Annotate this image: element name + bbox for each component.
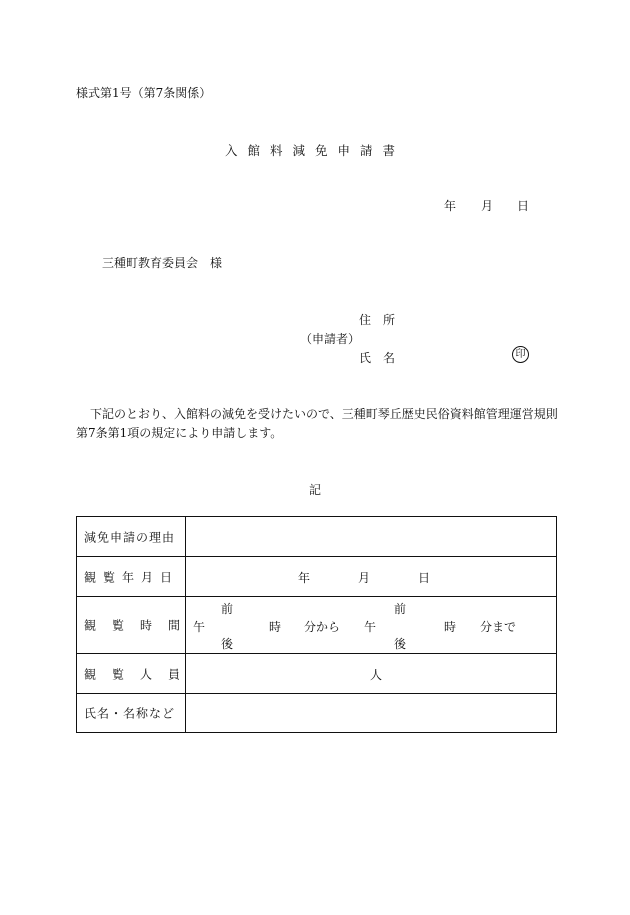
reason-label-cell [77, 517, 186, 557]
addressee: 三種町教育委員会 様 [102, 256, 223, 270]
date-label: 観覧年月日 [84, 570, 180, 584]
document-title: 入館料減免申請書 [224, 143, 405, 158]
names-label: 氏名・名称など [84, 706, 176, 721]
end-minute-to-label: 分まで [480, 620, 517, 634]
name-label: 氏 名 [359, 351, 396, 365]
time-label-cell [77, 597, 197, 654]
reason-label: 減免申請の理由 [84, 530, 176, 544]
names-label-cell [77, 694, 186, 733]
seal-mark-icon: 印 [512, 346, 529, 363]
start-noon-label: 午 [193, 620, 206, 634]
date-year-label: 年 [444, 199, 457, 213]
statement-text: 下記のとおり、入館料の減免を受けたいので、三種町琴丘歴史民俗資料館管理運営規則第7条第1項の規定により申請します。 [76, 407, 558, 440]
people-unit-label: 人 [370, 668, 383, 682]
row-date [77, 557, 557, 597]
ki-heading: 記 [308, 483, 321, 497]
end-hour-label: 時 [444, 620, 457, 634]
address-label: 住 所 [359, 313, 396, 327]
end-pm-label: 後 [394, 637, 407, 651]
end-noon-label: 午 [364, 620, 377, 634]
end-am-label: 前 [394, 602, 407, 616]
visit-year-label: 年 [298, 571, 311, 585]
date-day-label: 日 [517, 199, 530, 213]
application-table [76, 516, 557, 733]
row-time [77, 597, 557, 654]
applicant-label: （申請者） [300, 332, 361, 346]
count-label-cell [77, 654, 197, 694]
row-names [77, 694, 557, 733]
visit-month-label: 月 [358, 571, 371, 585]
time-input-cell[interactable] [186, 597, 557, 654]
start-pm-label: 後 [221, 637, 234, 651]
form-number: 様式第1号（第7条関係） [76, 86, 212, 100]
start-hour-label: 時 [269, 620, 282, 634]
application-statement [76, 405, 561, 443]
visit-day-label: 日 [418, 571, 431, 585]
date-input-cell[interactable] [186, 557, 557, 597]
date-month-label: 月 [481, 199, 494, 213]
start-am-label: 前 [221, 602, 234, 616]
start-minute-from-label: 分から [304, 620, 341, 634]
names-input-cell[interactable] [186, 694, 557, 733]
date-label-cell [77, 557, 186, 597]
time-label: 観覧時間 [84, 618, 197, 633]
count-input-cell[interactable] [186, 654, 557, 694]
row-count [77, 654, 557, 694]
row-reason [77, 517, 557, 557]
reason-input-cell[interactable] [186, 517, 557, 557]
count-label: 観覧人員 [84, 667, 197, 681]
